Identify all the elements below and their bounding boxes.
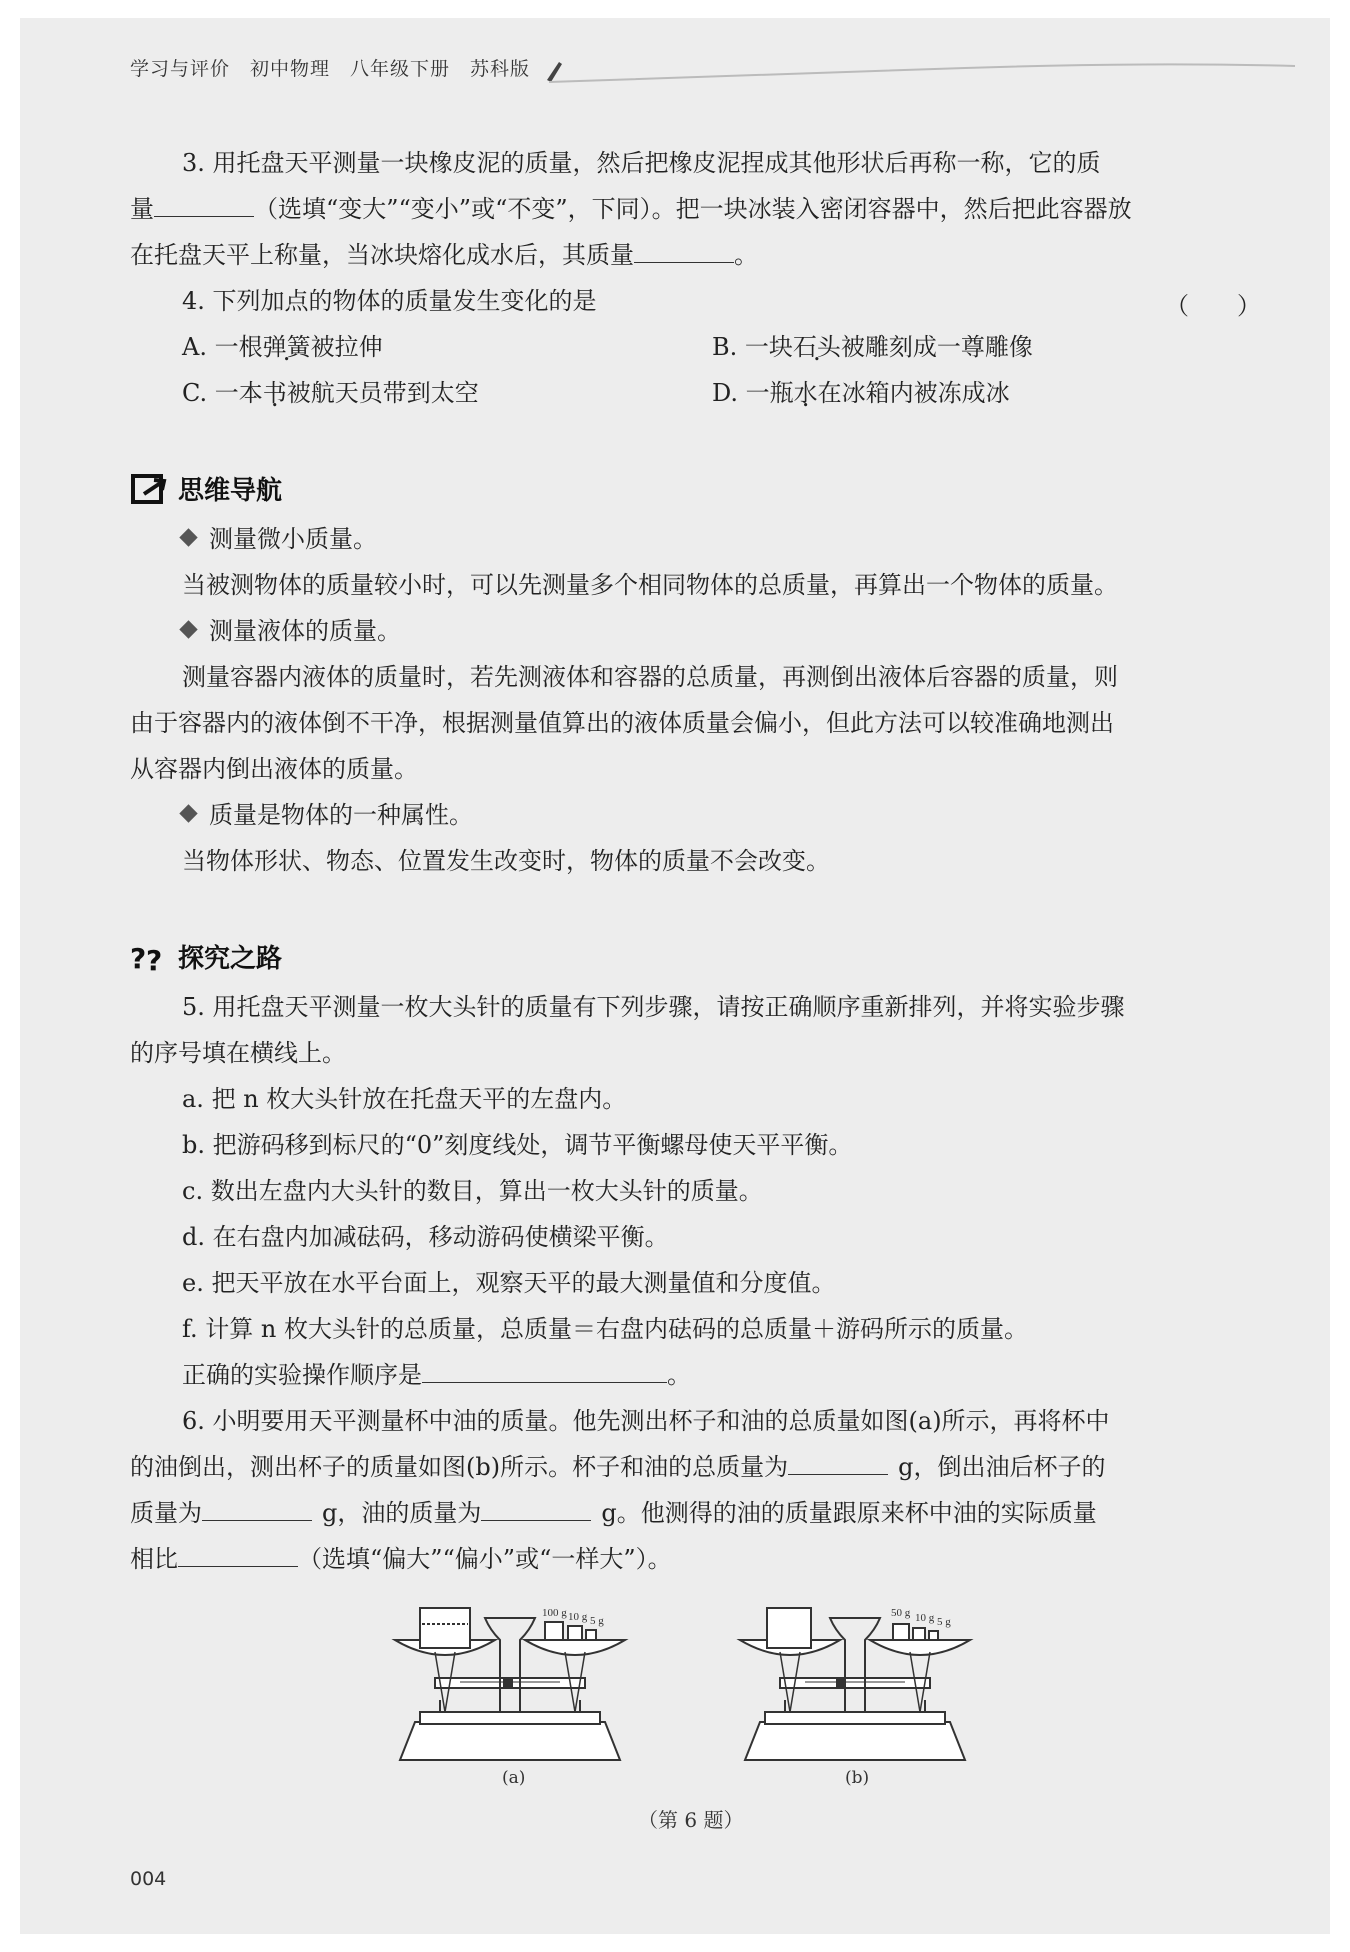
bullet-text: 质量是物体的一种属性。 [209,801,473,829]
q6-line2 [130,1452,1105,1482]
option-text: 在冰箱内被冻成冰 [817,379,1010,407]
q6-blank-oil[interactable] [481,1498,591,1521]
figure-caption: （第 6 题） [638,1808,744,1832]
svg-text:?: ? [130,941,147,974]
q5-step-c: c. 数出左盘内大头针的数目，算出一枚大头针的质量。 [182,1177,763,1205]
balance-figure-b [725,1600,985,1770]
q3-text: （选填“变大”“变小”或“不变”，下同）。把一块冰装入密闭容器中，然后把此容器放 [254,195,1132,223]
q4-option-a[interactable] [182,332,383,362]
section-thinking-title [130,470,282,507]
q3-line1: 3. 用托盘天平测量一块橡皮泥的质量，然后把橡皮泥捏成其他形状后再称一称，它的质 [182,149,1101,177]
q3-text: 。 [734,241,758,269]
dotted-word: 弹簧 [262,333,311,361]
q4-option-c[interactable] [182,378,479,408]
q4-option-d[interactable] [712,378,1010,408]
q6-blank-compare[interactable] [178,1544,298,1567]
diamond-bullet-icon [179,620,197,638]
q5-step-e: e. 把天平放在水平台面上，观察天平的最大测量值和分度值。 [182,1269,836,1297]
header-edition: 苏科版 [470,58,531,80]
thinking-paragraph-2-line1: 测量容器内液体的质量时，若先测液体和容器的总质量，再测倒出液体后容器的质量，则 [182,663,1118,691]
balance-figure-a [380,1600,640,1770]
svg-text:?: ? [146,943,163,974]
q6-blank-cup[interactable] [202,1498,312,1521]
bullet-text: 测量微小质量。 [209,525,377,553]
q5-step-d: d. 在右盘内加减砝码，移动游码使横梁平衡。 [182,1223,669,1251]
q3-text: 在托盘天平上称量，当冰块熔化成水后，其质量 [130,241,634,269]
diamond-bullet-icon [179,804,197,822]
option-text: 被拉伸 [310,333,383,361]
section-title-text: 思维导航 [178,476,283,506]
q6-text: 质量为 [130,1499,202,1527]
q6-text: g，倒出油后杯子的 [898,1453,1106,1481]
weight-label-b1: 50 g [891,1607,911,1619]
section-explore-title [130,938,282,975]
thinking-paragraph-3: 当物体形状、物态、位置发生改变时，物体的质量不会改变。 [182,847,830,875]
q6-text: g。他测得的油的质量跟原来杯中油的实际质量 [601,1499,1097,1527]
option-text: B. 一块 [712,333,793,361]
q5-order-text: 正确的实验操作顺序是 [182,1361,422,1389]
header-series: 学习与评价 [130,58,231,80]
thinking-bullet-1 [182,524,377,554]
q4-answer-paren[interactable]: （ ） [1165,292,1261,320]
q6-line4 [130,1544,672,1574]
q3-line2 [130,194,1132,224]
q3-line3 [130,240,758,270]
option-text: D. 一瓶 [712,379,794,407]
q5-step-a: a. 把 n 枚大头针放在托盘天平的左盘内。 [182,1085,627,1113]
q6-line1: 6. 小明要用天平测量杯中油的质量。他先测出杯子和油的总质量如图(a)所示，再将杯中 [182,1407,1110,1435]
q3-blank-1[interactable] [154,194,254,217]
figure-label-a: (a) [502,1768,526,1788]
header-subject: 初中物理 [250,58,331,80]
q5-line1: 5. 用托盘天平测量一枚大头针的质量有下列步骤，请按正确顺序重新排列，并将实验步骤 [182,993,1125,1021]
weight-label-a1: 100 g [542,1607,567,1619]
weight-label-b2: 10 g [915,1612,935,1624]
figure-label-b: (b) [845,1768,870,1788]
q4-option-b[interactable] [712,332,1033,362]
dotted-word: 石头 [792,333,841,361]
page-number: 004 [130,1868,167,1890]
q5-step-f: f. 计算 n 枚大头针的总质量，总质量＝右盘内砝码的总质量＋游码所示的质量。 [182,1315,1028,1343]
bullet-text: 测量液体的质量。 [209,617,401,645]
weight-label-a2: 10 g [568,1611,588,1623]
option-text: 被雕刻成一尊雕像 [840,333,1033,361]
option-text: A. 一根 [182,333,263,361]
q6-text: g，油的质量为 [322,1499,482,1527]
thinking-bullet-3 [182,800,473,830]
q5-step-b: b. 把游码移到标尺的“0”刻度线处，调节平衡螺母使天平平衡。 [182,1131,853,1159]
q6-line3 [130,1498,1097,1528]
q6-text: 相比 [130,1545,178,1573]
option-text: C. 一本 [182,379,263,407]
header-grade: 八年级下册 [350,58,451,80]
navigation-arrow-icon [130,472,170,506]
dotted-word: 书 [262,379,287,407]
option-text: 被航天员带到太空 [286,379,479,407]
q5-order-line [182,1360,691,1390]
q5-line2: 的序号填在横线上。 [130,1039,346,1067]
diamond-bullet-icon [179,528,197,546]
thinking-bullet-2 [182,616,401,646]
q4-stem: 4. 下列加点的物体的质量发生变化的是 [182,287,597,315]
section-title-text: 探究之路 [178,944,283,974]
q3-text: 量 [130,195,154,223]
q5-order-text: 。 [667,1361,691,1389]
q3-blank-2[interactable] [634,240,734,263]
dotted-word: 水 [793,379,818,407]
weight-label-a3: 5 g [590,1615,604,1627]
question-marks-icon [130,940,170,974]
q6-text: 的油倒出，测出杯子的质量如图(b)所示。杯子和油的总质量为 [130,1453,789,1481]
q5-order-blank[interactable] [422,1360,667,1383]
header-pen-swoosh-icon [545,58,1305,88]
q6-blank-total[interactable] [788,1452,888,1475]
q6-text: （选填“偏大”“偏小”或“一样大”）。 [298,1545,672,1573]
weight-label-b3: 5 g [937,1616,951,1628]
running-header [130,54,550,81]
thinking-paragraph-1: 当被测物体的质量较小时，可以先测量多个相同物体的总质量，再算出一个物体的质量。 [182,571,1118,599]
thinking-paragraph-2-line3: 从容器内倒出液体的质量。 [130,755,418,783]
thinking-paragraph-2-line2: 由于容器内的液体倒不干净，根据测量值算出的液体质量会偏小，但此方法可以较准确地测出 [130,709,1114,737]
